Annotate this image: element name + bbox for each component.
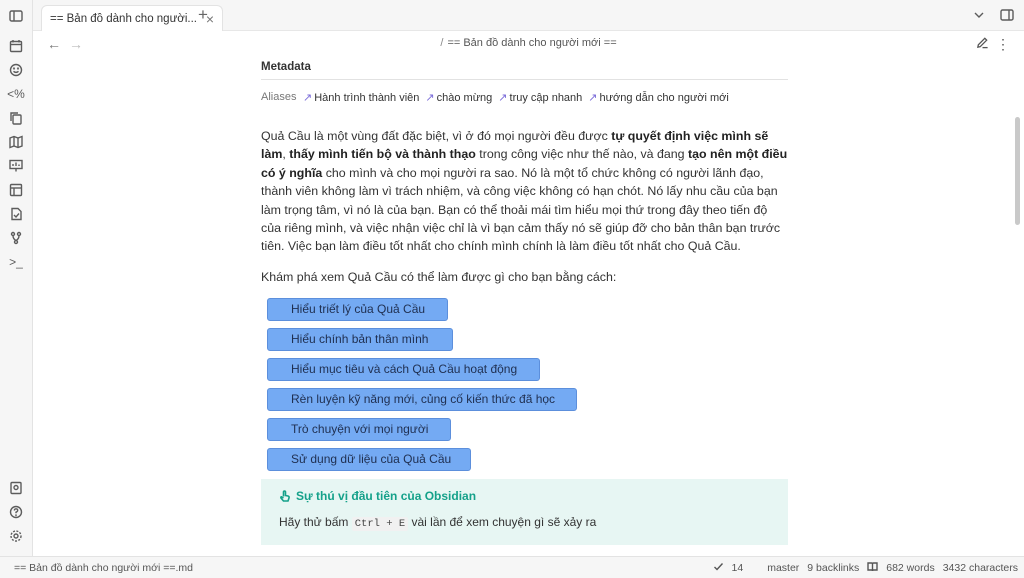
terminal-glyph: >_ bbox=[9, 255, 23, 269]
smiley-icon[interactable] bbox=[8, 62, 24, 78]
intro-text: Quả Cầu là một vùng đất đặc biệt, vì ở đó mọi người đều được bbox=[261, 129, 612, 143]
vault-icon[interactable] bbox=[8, 480, 24, 496]
book-icon[interactable] bbox=[867, 561, 878, 575]
pointer-icon bbox=[279, 490, 291, 502]
alias-arrow-icon: ↗ bbox=[425, 91, 435, 104]
intro-text: cho mình và cho mọi người ra sao. Nó là một tổ chức không có người lãnh đạo, thành viên không làm vì trách nhiệm, và công việc không có hạn chót. Nó lấy nhu cầu của bạn làm trọng tâm, vì nó là của bạn. Bạn có thể thoải mái tìm hiểu mọi thứ trong đây theo tiến độ của riêng mình, và việc nhận việc chỉ là vì bạn cảm thấy nó sẽ giúp đỡ cho bản thân bạn trước tiên. Việc bạn làm điều tốt nhất cho chính mình chính là làm điều tốt nhất cho Quả Cầu. bbox=[261, 165, 781, 254]
scrollbar-thumb[interactable] bbox=[1015, 117, 1020, 225]
intro-bold: tự quyết định việc mình sẽ làm bbox=[261, 129, 769, 162]
git-changes-icon[interactable] bbox=[713, 561, 724, 575]
intro-bold: thấy mình tiến bộ và thành thạo bbox=[289, 147, 476, 162]
button-list bbox=[267, 298, 788, 471]
word-count: 682 words bbox=[886, 562, 935, 574]
metadata-header[interactable]: Metadata bbox=[261, 57, 788, 80]
intro-text: trong công việc như thế nào, và đang bbox=[475, 147, 689, 162]
copy-icon[interactable] bbox=[8, 110, 24, 126]
git-changes-count[interactable]: 14 bbox=[731, 562, 744, 574]
keyboard-shortcut: Ctrl + E bbox=[352, 517, 408, 531]
data-button[interactable]: Sử dụng dữ liệu của Quả Cầu bbox=[267, 448, 471, 471]
status-file-name: == Bản đồ dành cho người mới ==.md bbox=[14, 562, 193, 574]
breadcrumb-title[interactable]: == Bản đồ dành cho người mới == bbox=[447, 37, 617, 49]
status-bar bbox=[0, 556, 1024, 578]
aliases-property bbox=[261, 89, 788, 105]
self-understanding-button[interactable]: Hiểu chính bản thân mình bbox=[267, 328, 453, 351]
git-branch-label[interactable]: master bbox=[767, 562, 800, 574]
settings-icon[interactable] bbox=[8, 528, 24, 544]
tab-active[interactable] bbox=[41, 5, 223, 31]
tip-callout bbox=[261, 479, 788, 545]
tab-title: == Bản đồ dành cho người... bbox=[50, 12, 197, 25]
goals-button[interactable]: Hiểu mục tiêu và cách Quả Cầu hoạt động bbox=[267, 358, 540, 381]
close-icon[interactable]: × bbox=[205, 10, 214, 27]
terminal-icon[interactable] bbox=[8, 254, 24, 270]
alias-label: chào mừng bbox=[436, 91, 493, 104]
intro-text: , bbox=[282, 147, 290, 162]
alias-pill[interactable] bbox=[588, 91, 729, 104]
note-content bbox=[261, 57, 788, 545]
new-tab-button[interactable]: + bbox=[198, 5, 208, 24]
back-arrow-icon[interactable]: ← bbox=[47, 36, 61, 52]
code-glyph: <% bbox=[7, 87, 25, 101]
callout-title-text: Sự thú vị đầu tiên của Obsidian bbox=[296, 488, 477, 503]
intro-paragraph bbox=[261, 127, 788, 256]
callout-body bbox=[279, 515, 770, 530]
pencil-icon[interactable] bbox=[976, 36, 989, 52]
callout-text: Hãy thử bấm bbox=[279, 514, 352, 529]
alias-arrow-icon: ↗ bbox=[498, 91, 508, 104]
percent-code-icon[interactable] bbox=[8, 86, 24, 102]
more-options-icon[interactable]: ⋮ bbox=[996, 36, 1010, 52]
alias-label: hướng dẫn cho người mới bbox=[599, 91, 729, 104]
explore-text: Khám phá xem Quả Cầu có thể làm được gì cho bạn bằng cách: bbox=[261, 269, 617, 284]
alias-pill[interactable] bbox=[425, 91, 492, 104]
view-header bbox=[33, 31, 1024, 57]
philosophy-button[interactable]: Hiểu triết lý của Quả Cầu bbox=[267, 298, 448, 321]
alias-label: Hành trình thành viên bbox=[314, 91, 420, 104]
callout-text: vài lần để xem chuyện gì sẽ xảy ra bbox=[408, 514, 597, 529]
intro-bold: tạo nên một điều có ý nghĩa bbox=[261, 147, 788, 180]
right-sidebar-toggle-icon[interactable] bbox=[1000, 8, 1014, 25]
alias-pill[interactable] bbox=[498, 91, 582, 104]
breadcrumb[interactable] bbox=[33, 37, 1024, 49]
character-count: 3432 characters bbox=[942, 562, 1018, 574]
map-icon[interactable] bbox=[8, 134, 24, 150]
callout-title bbox=[279, 489, 770, 503]
git-branch-icon[interactable] bbox=[8, 230, 24, 246]
aliases-key: Aliases bbox=[261, 91, 297, 103]
sidebar-toggle-icon[interactable] bbox=[8, 8, 24, 24]
alias-arrow-icon: ↗ bbox=[588, 91, 598, 104]
alias-pill[interactable] bbox=[303, 91, 419, 104]
left-ribbon bbox=[0, 0, 33, 556]
calendar-icon[interactable] bbox=[8, 38, 24, 54]
backlinks-count[interactable]: 9 backlinks bbox=[807, 562, 860, 574]
status-right bbox=[713, 561, 1018, 575]
chat-button[interactable]: Trò chuyện với mọi người bbox=[267, 418, 451, 441]
alias-label: truy cập nhanh bbox=[509, 91, 583, 104]
files-icon[interactable] bbox=[8, 206, 24, 222]
alias-arrow-icon: ↗ bbox=[303, 91, 313, 104]
forward-arrow-icon[interactable]: → bbox=[69, 36, 83, 52]
breadcrumb-separator: / bbox=[440, 37, 444, 49]
presentation-icon[interactable] bbox=[8, 158, 24, 174]
chevron-down-icon[interactable] bbox=[972, 8, 986, 25]
layout-icon[interactable] bbox=[8, 182, 24, 198]
help-icon[interactable] bbox=[8, 504, 24, 520]
skills-button[interactable]: Rèn luyện kỹ năng mới, củng cố kiến thức đã học bbox=[267, 388, 577, 411]
tab-bar bbox=[33, 0, 1024, 31]
